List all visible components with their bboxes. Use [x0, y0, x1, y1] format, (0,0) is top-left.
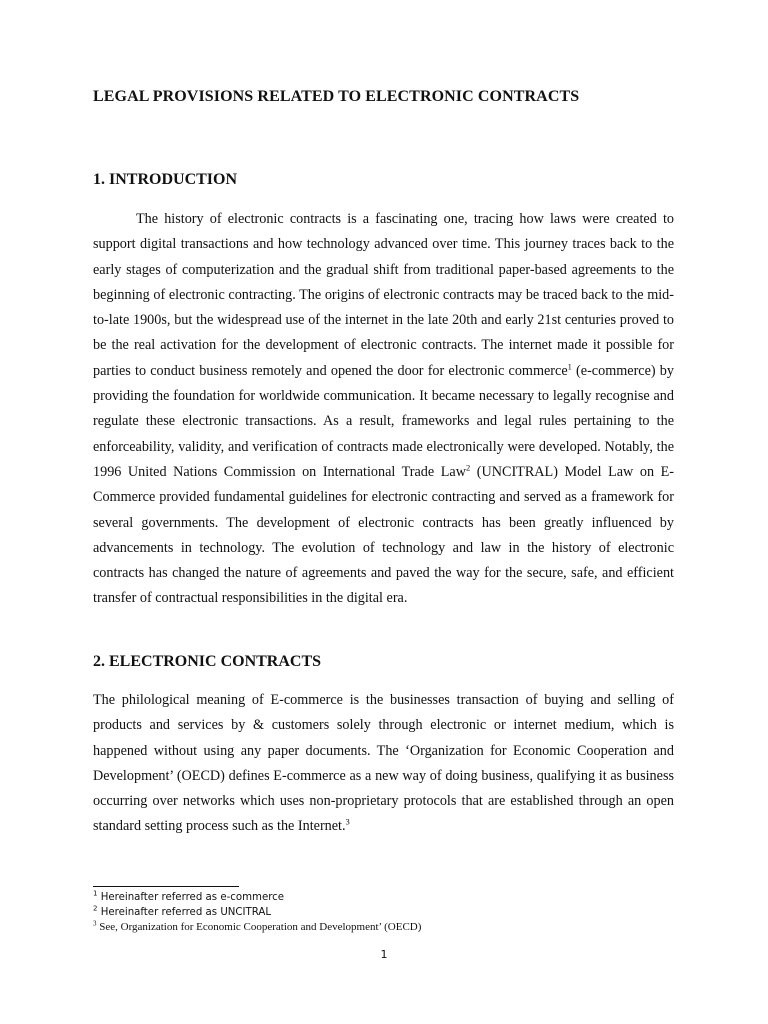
footnote-number: 1 — [93, 889, 98, 898]
electronic-contracts-paragraph — [93, 688, 674, 840]
footnote-ref-1[interactable]: 1 — [567, 361, 572, 372]
introduction-paragraph — [93, 207, 674, 612]
footnote-ref-2[interactable]: 2 — [465, 462, 471, 473]
footnote-ref-3[interactable]: 3 — [345, 816, 350, 827]
paragraph-text: (e-commerce) by providing the foundation for worldwide communication. It became necessary to legally recognise and regulate these electronic transactions. As a result, frameworks and legal rules pertaining to the enforceability, validity, and verification of contracts made electronically were developed. Notably, the 1996 United Nations Commission on International Trade Law — [93, 362, 674, 480]
section-heading-introduction: 1. INTRODUCTION — [93, 171, 238, 188]
footnote-text: See, Organization for Economic Cooperation and Development’ (OECD) — [96, 921, 422, 933]
paragraph-text: (UNCITRAL) Model Law on E-Commerce provided fundamental guidelines for electronic contracting and served as a framework for several governments. The development of electronic contracts has been greatly influenced by advancements in technology. The evolution of technology and law in the history of electronic contracts has changed the nature of agreements and paved the way for the secure, safe, and efficient transfer of contractual responsibilities in the digital era. — [93, 463, 674, 607]
footnote-number: 2 — [93, 904, 98, 913]
section-heading-electronic-contracts: 2. ELECTRONIC CONTRACTS — [93, 653, 322, 670]
footnote-number: 3 — [93, 919, 97, 928]
footnotes — [93, 891, 693, 935]
footnote-2 — [93, 906, 693, 921]
paragraph-text: The history of electronic contracts is a fascinating one, tracing how laws were created to support digital transactions and how technology advanced over time. This journey traces back to the early stages of computerization and the gradual shift from traditional paper-based agreements to the beginning of electronic contracting. The origins of electronic contracts may be traced back to the mid-to-late 1900s, but the widespread use of the internet in the late 20th and early 21st centuries proved to be the real activation for the development of electronic contracts. The internet made it possible for parties to conduct business remotely and opened the door for electronic commerce — [93, 211, 674, 379]
paragraph-text: The philological meaning of E-commerce is the businesses transaction of buying and selling of products and services by & customers solely through electronic or internet medium, which is happened without using any paper documents. The ‘Organization for Economic Cooperation and Development’ (OECD) defines E-commerce as a new way of doing business, qualifying it as business occurring over networks which uses non-proprietary protocols that are established through an open standard setting process such as the Internet. — [93, 692, 674, 835]
footnote-text: Hereinafter referred as e-commerce — [97, 892, 285, 903]
page-number: 1 — [380, 948, 388, 961]
document-title: LEGAL PROVISIONS RELATED TO ELECTRONIC CONTRACTS — [93, 88, 580, 105]
footnote-separator — [93, 886, 239, 887]
footnote-1 — [93, 891, 693, 906]
footnote-3 — [93, 920, 693, 935]
footnote-text: Hereinafter referred as UNCITRAL — [97, 906, 272, 918]
